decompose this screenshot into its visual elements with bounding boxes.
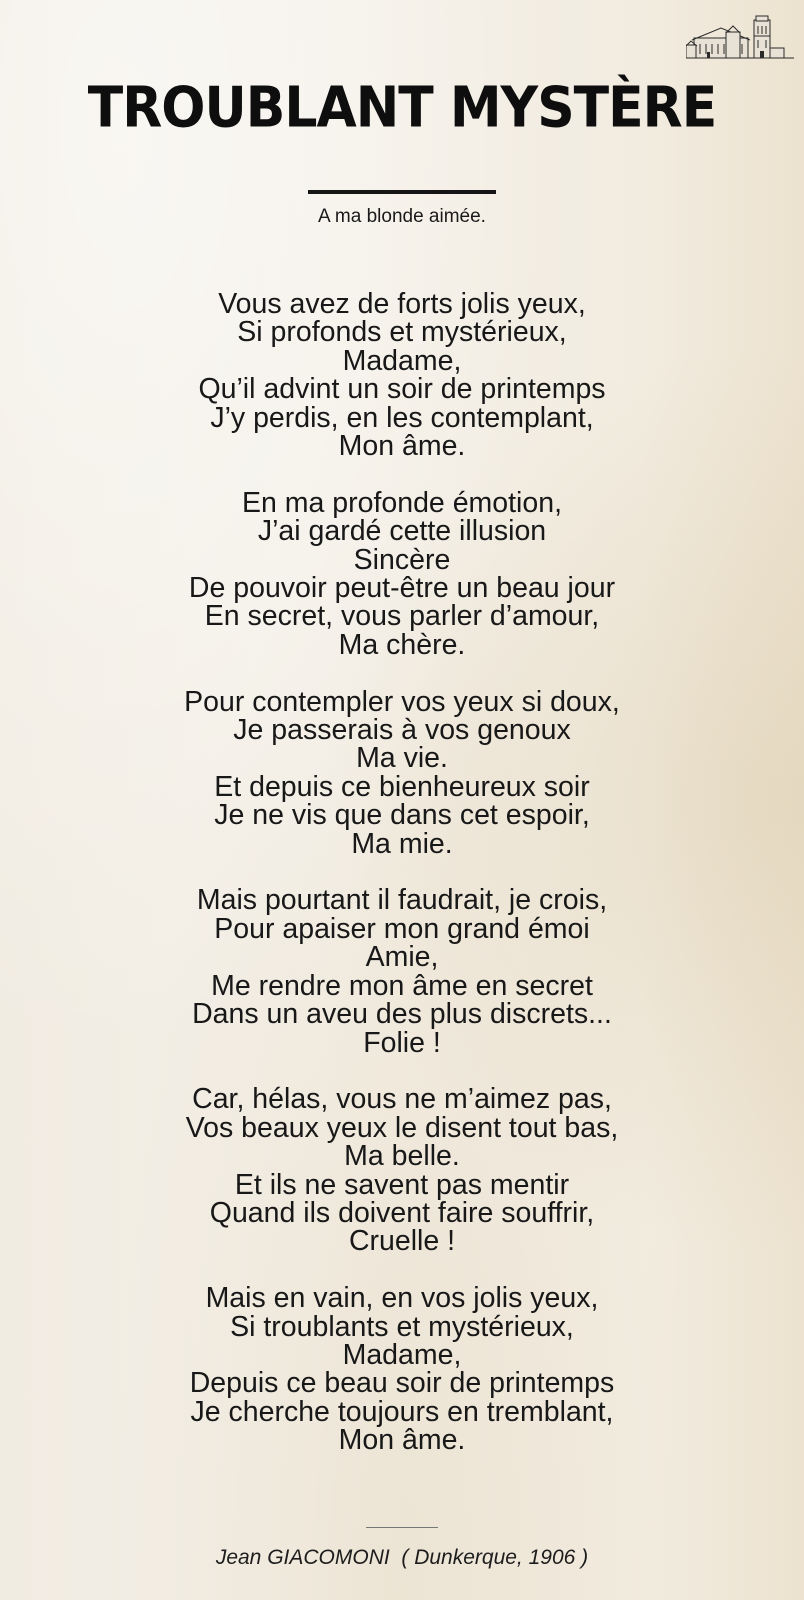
verse-line: Sincère [353, 543, 451, 576]
stanza-3 [0, 685, 804, 860]
verse-line: Me rendre mon âme en secret [211, 969, 593, 1002]
verse-line: Cruelle ! [348, 1225, 456, 1258]
verse-line: Je cherche toujours en tremblant, [190, 1395, 614, 1428]
verse-line: Si profonds et mystérieux, [237, 316, 567, 349]
verse-line: Mon âme. [338, 430, 466, 463]
stanza-6 [0, 1282, 804, 1457]
verse-line: Depuis ce beau soir de printemps [189, 1367, 615, 1400]
verse-line: Je ne vis que dans cet espoir, [214, 799, 590, 832]
verse-line: Ma mie. [351, 827, 453, 860]
verse-line: Ma chère. [338, 628, 466, 661]
verse-line: En ma profonde émotion, [241, 486, 563, 519]
verse-line: Si troublants et mystérieux, [230, 1310, 574, 1343]
verse-line: Qu’il advint un soir de printemps [198, 373, 606, 406]
stanza-4 [0, 884, 804, 1059]
author-signature: Jean GIACOMONI ( Dunkerque, 1906 ) [215, 1546, 589, 1569]
stanza-1 [0, 288, 804, 463]
verse-line: Mon âme. [338, 1424, 466, 1457]
verse-line: Amie, [365, 941, 439, 974]
verse-line: J’y perdis, en les contemplant, [210, 401, 594, 434]
verse-line: Vos beaux yeux le disent tout bas, [185, 1111, 619, 1144]
verse-line: Madame, [342, 344, 462, 377]
verse-line: Madame, [342, 1338, 462, 1371]
verse-line: En secret, vous parler d’amour, [204, 600, 600, 633]
verse-line: Dans un aveu des plus discrets... [192, 998, 612, 1031]
verse-line: Pour contempler vos yeux si doux, [184, 685, 620, 718]
verse-line: Je passerais à vos genoux [233, 714, 571, 747]
stanza-2 [0, 486, 804, 661]
verse-line: Car, hélas, vous ne m’aimez pas, [192, 1083, 612, 1116]
stanza-5 [0, 1083, 804, 1258]
title-divider [308, 190, 496, 194]
poem-dedication: A ma blonde aimée. [318, 206, 486, 227]
verse-line: Et ils ne savent pas mentir [234, 1168, 570, 1201]
signature-divider [366, 1527, 438, 1528]
verse-line: Folie ! [363, 1026, 441, 1059]
poem-title: TROUBLANT MYSTÈRE [87, 75, 717, 141]
church-illustration-icon [686, 14, 794, 60]
verse-line: Vous avez de forts jolis yeux, [218, 288, 586, 320]
verse-line: Mais pourtant il faudrait, je crois, [196, 884, 608, 917]
verse-line: Ma vie. [356, 742, 448, 775]
verse-line: Quand ils doivent faire souffrir, [209, 1196, 595, 1229]
verse-line: Pour apaiser mon grand émoi [214, 912, 590, 945]
poem-body [0, 290, 804, 1483]
verse-line: Ma belle. [344, 1140, 460, 1173]
verse-line: Mais en vain, en vos jolis yeux, [205, 1282, 599, 1315]
verse-line: J’ai gardé cette illusion [257, 515, 547, 548]
verse-line: De pouvoir peut-être un beau jour [188, 572, 616, 605]
verse-line: Et depuis ce bienheureux soir [214, 770, 590, 803]
